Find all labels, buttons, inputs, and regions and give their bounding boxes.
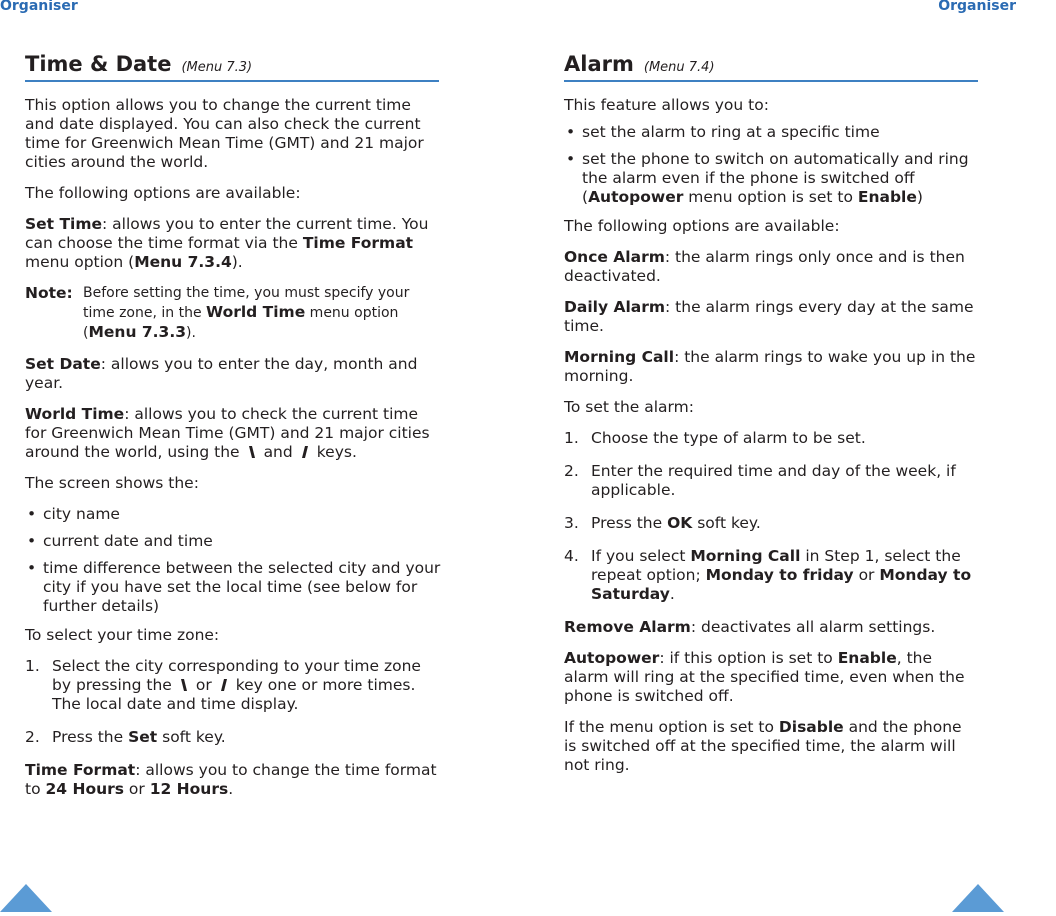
- running-head: Organiser: [0, 0, 78, 14]
- right-navigation-key-icon: [217, 678, 231, 692]
- text: or: [853, 566, 880, 584]
- page-tab-shape-icon: [952, 882, 1004, 912]
- feature-list: [564, 123, 978, 207]
- text: keys.: [316, 443, 357, 461]
- morning-call-paragraph: [564, 348, 978, 386]
- option: Autopower: [588, 188, 684, 206]
- step-number: 4.: [564, 547, 579, 565]
- section-title-bar: [25, 52, 439, 82]
- value: Enable: [837, 649, 897, 667]
- note-label: Note: [25, 284, 67, 302]
- menu-option: Time Format: [302, 234, 414, 252]
- menu-ref: Menu 7.3.4: [134, 253, 232, 271]
- term: Set Time: [25, 215, 103, 233]
- menu-reference: (Menu 7.4): [643, 60, 715, 75]
- once-alarm-paragraph: [564, 248, 978, 286]
- list-item: [564, 429, 978, 448]
- text: , the alarm will ring at the specified time, even when the phone is switched off.: [564, 649, 965, 705]
- text: and the phone is switched off at the specified time, the alarm will not ring.: [564, 718, 962, 774]
- menu-reference: (Menu 7.3): [181, 60, 253, 75]
- to-set-intro: To set the alarm:: [564, 398, 694, 416]
- select-zone-intro: To select your time zone:: [25, 626, 220, 644]
- text: ): [916, 188, 923, 206]
- menu-option: World Time: [206, 303, 306, 321]
- text: If the menu option is set to: [564, 718, 779, 736]
- text: : allows you to enter the day, month and year.: [25, 355, 418, 392]
- page-tab-shape-icon: [0, 882, 52, 912]
- text: Select the city corresponding to your time zone by pressing the: [52, 657, 421, 694]
- term: World Time: [25, 405, 125, 423]
- list-item: • time difference between the selected city and your city if you have set the local time (see below for further details): [25, 559, 441, 616]
- value: Disable: [778, 718, 844, 736]
- step-number: 2.: [25, 728, 40, 746]
- page-content: [25, 96, 441, 811]
- text: and: [263, 443, 293, 461]
- term: Remove Alarm: [564, 618, 691, 636]
- page-number-tab-left: [0, 882, 89, 912]
- text: : if this option is set to: [659, 649, 838, 667]
- term: Autopower: [564, 649, 660, 667]
- text: .: [669, 585, 675, 603]
- list-item: • current date and time: [25, 532, 441, 551]
- text: : deactivates all alarm settings.: [690, 618, 936, 636]
- text: Press the: [52, 728, 129, 746]
- value: Enable: [857, 188, 917, 206]
- term: Once Alarm: [564, 248, 665, 266]
- text: Before setting the time, you must specify your time zone, in the: [83, 285, 410, 321]
- option: Monday to Saturday: [591, 566, 972, 603]
- text: Choose the type of alarm to be set.: [591, 429, 866, 447]
- intro-paragraph: This option allows you to change the current time and date displayed. You can also check the current time for Greenwich Mean Time (GMT) and 21 major cities around the world.: [25, 96, 424, 171]
- text: set the phone to switch on automatically and ring the alarm even if the phone is switched off (: [582, 150, 969, 206]
- section-title-bar: [564, 52, 978, 82]
- left-page: [0, 0, 441, 912]
- option: 24 Hours: [45, 780, 124, 798]
- left-navigation-key-icon: [177, 678, 191, 692]
- right-navigation-key-icon: [298, 445, 312, 459]
- option: Morning Call: [690, 547, 801, 565]
- daily-alarm-paragraph: [564, 298, 978, 336]
- text: : the alarm rings every day at the same time.: [564, 298, 974, 335]
- left-navigation-key-icon: [245, 445, 259, 459]
- page-number-tab-right: [952, 882, 1041, 912]
- list-item: • set the alarm to ring at a specific time: [564, 123, 978, 142]
- list-item: [564, 150, 978, 207]
- world-time-paragraph: [25, 405, 441, 462]
- options-intro: The following options are available:: [25, 184, 301, 202]
- text: : allows you to change the time format to: [25, 761, 437, 798]
- list-item: • city name: [25, 505, 441, 524]
- text: : allows you to check the current time for Greenwich Mean Time (GMT) and 21 major cities around the world, using the: [25, 405, 430, 461]
- alarm-steps: [564, 429, 978, 604]
- soft-key-name: OK: [667, 514, 693, 532]
- list-item: [564, 547, 978, 604]
- list-item: [564, 462, 978, 500]
- term: Time Format: [25, 761, 136, 779]
- disable-paragraph: [564, 718, 978, 775]
- zone-steps: [25, 657, 441, 747]
- list-item: [25, 657, 441, 714]
- text: menu option is set to: [683, 188, 858, 206]
- time-format-paragraph: [25, 761, 441, 799]
- page-number: 104: [67, 893, 89, 907]
- text: soft key.: [692, 514, 761, 532]
- screen-list: [25, 505, 441, 616]
- step-number: 3.: [564, 514, 579, 532]
- intro-paragraph: This feature allows you to:: [564, 96, 769, 114]
- set-time-paragraph: [25, 215, 441, 272]
- right-page: [564, 0, 1016, 912]
- text: Enter the required time and day of the week, if applicable.: [591, 462, 956, 499]
- section-title: Alarm: [564, 52, 634, 76]
- running-head: Organiser: [938, 0, 1016, 14]
- term: Morning Call: [564, 348, 675, 366]
- remove-alarm-paragraph: [564, 618, 978, 637]
- text: : the alarm rings only once and is then deactivated.: [564, 248, 965, 285]
- text: If you select: [591, 547, 691, 565]
- text: : the alarm rings to wake you up in the morning.: [564, 348, 976, 385]
- step-number: 1.: [564, 429, 579, 447]
- text: menu option (: [25, 253, 135, 271]
- text: : allows you to enter the current time. You can choose the time format via the: [25, 215, 429, 252]
- screen-shows: The screen shows the:: [25, 474, 199, 492]
- note: Note: Before setting the time, you must specify your time zone, in the World Time menu option (Menu 7.3.3).: [25, 284, 410, 341]
- option: 12 Hours: [149, 780, 229, 798]
- text: .: [228, 780, 234, 798]
- text: soft key.: [157, 728, 226, 746]
- text: menu option (: [83, 305, 399, 341]
- text: ).: [231, 253, 243, 271]
- text: key one or more times. The local date and time display.: [52, 676, 416, 713]
- page-number: 105: [1019, 893, 1041, 907]
- term: Set Date: [25, 355, 101, 373]
- text: or: [124, 780, 150, 798]
- set-date-paragraph: [25, 355, 441, 393]
- list-item: [564, 514, 978, 533]
- autopower-paragraph: [564, 649, 978, 706]
- term: Daily Alarm: [564, 298, 666, 316]
- text: in Step 1, select the repeat option;: [591, 547, 961, 584]
- page-content: [564, 96, 978, 787]
- text: or: [195, 676, 212, 694]
- soft-key-name: Set: [128, 728, 158, 746]
- text: ).: [186, 325, 196, 341]
- text: Press the: [591, 514, 668, 532]
- section-title: Time & Date: [25, 52, 172, 76]
- menu-ref: Menu 7.3.3: [88, 323, 187, 341]
- options-intro: The following options are available:: [564, 217, 840, 235]
- option: Monday to friday: [705, 566, 854, 584]
- step-number: 1.: [25, 657, 40, 675]
- step-number: 2.: [564, 462, 579, 480]
- list-item: [25, 728, 441, 747]
